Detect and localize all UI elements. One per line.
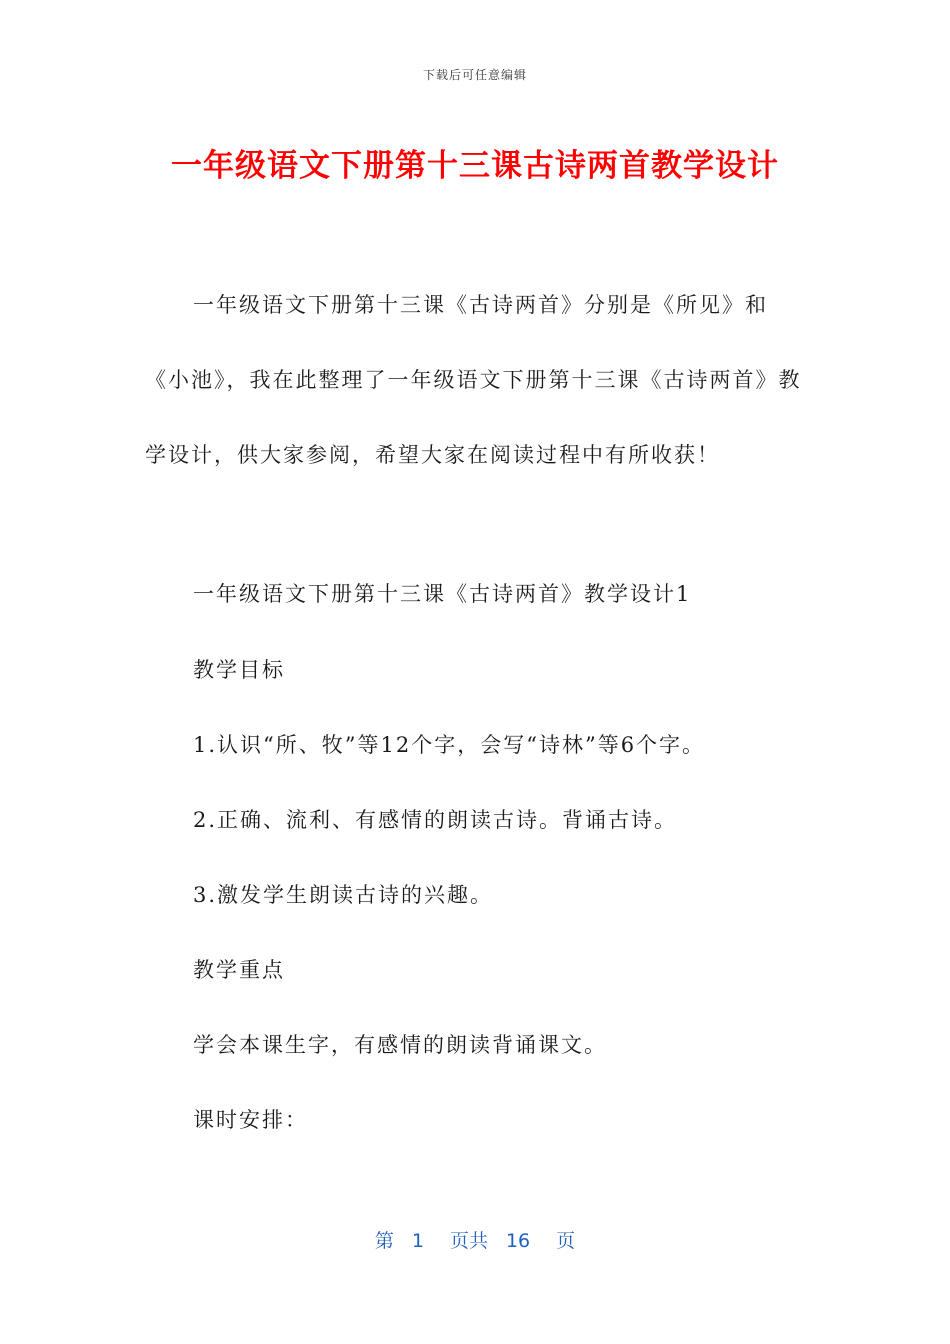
goal-item-2: 2.正确、流利、有感情的朗读古诗。背诵古诗。: [193, 808, 678, 832]
intro-paragraph: [145, 268, 805, 493]
page-total: 16: [505, 1230, 531, 1252]
intro-text: 一年级语文下册第十三课《古诗两首》分别是《所见》和《小池》，我在此整理了一年级语文下册第十三课《古诗两首》教学设计，供大家参阅，希望大家在阅读过程中有所收获！: [145, 293, 802, 467]
document-title: 一年级语文下册第十三课古诗两首教学设计: [171, 148, 779, 184]
header-note: 下载后可任意编辑: [422, 68, 527, 82]
page-prefix: 第: [374, 1230, 394, 1252]
goals-heading: 教学目标: [193, 658, 285, 682]
section-heading: 一年级语文下册第十三课《古诗两首》教学设计1: [193, 582, 692, 606]
page-suffix: 页: [556, 1230, 576, 1252]
page-current: 1: [411, 1230, 424, 1252]
page-number-footer: [0, 1226, 950, 1253]
key-points-text: 学会本课生字，有感情的朗读背诵课文。: [193, 1033, 607, 1057]
schedule-heading: 课时安排：: [193, 1108, 308, 1132]
goal-item-1: 1.认识“所、牧”等12个字，会写“诗林”等6个字。: [193, 733, 706, 757]
goal-item-3: 3.激发学生朗读古诗的兴趣。: [193, 883, 494, 907]
key-points-heading: 教学重点: [193, 958, 285, 982]
page-mid: 页共: [449, 1230, 488, 1252]
